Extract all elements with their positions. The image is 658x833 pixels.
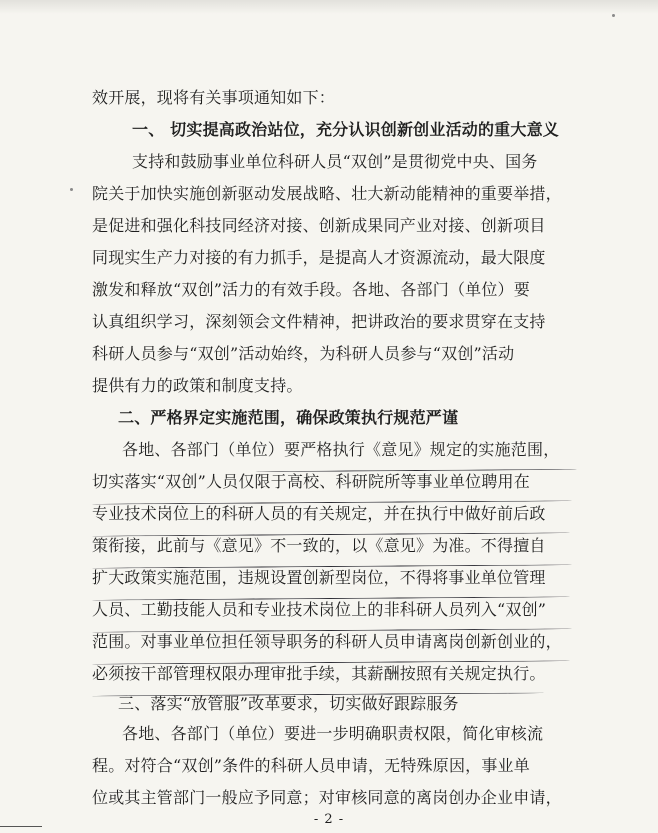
- section-heading-1: 一、 切实提高政治站位，充分认识创新创业活动的重大意义: [132, 120, 559, 139]
- text-line: 激发和释放“双创”活力的有效手段。各地、各部门（单位）要: [92, 280, 530, 299]
- text-line: 是促进和强化科技同经济对接、创新成果同产业对接、创新项目: [92, 216, 546, 235]
- text-line: 程。对符合“双创”条件的科研人员申请，无特殊原因，事业单: [92, 756, 530, 775]
- text-line: 院关于加快实施创新驱动发展战略、壮大新动能精神的重要举措，: [92, 184, 562, 203]
- scan-top-shadow: [0, 0, 658, 14]
- text-line: 各地、各部门（单位）要严格执行《意见》规定的实施范围，: [122, 440, 560, 459]
- text-line: 扩大政策实施范围，违规设置创新型岗位，不得将事业单位管理: [92, 568, 546, 587]
- text-line: 切实落实“双创”人员仅限于高校、科研院所等事业单位聘用在: [92, 472, 530, 491]
- text-line: 各地、各部门（单位）要进一步明确职责权限，简化审核流: [122, 724, 544, 743]
- text-line: 认真组织学习，深刻领会文件精神，把讲政治的要求贯穿在支持: [92, 312, 546, 331]
- text-line: 位或其主管部门一般应予同意；对审核同意的离岗创办企业申请，: [92, 788, 562, 807]
- page-number: - 2 -: [313, 812, 345, 827]
- section-heading-3: 三、落实“放管服”改革要求，切实做好跟踪服务: [118, 694, 459, 713]
- text-line: 必须按干部管理权限办理审批手续，其薪酬按照有关规定执行。: [92, 664, 546, 683]
- section-heading-2: 二、严格界定实施范围，确保政策执行规范严谨: [118, 408, 459, 427]
- text-line: 支持和鼓励事业单位科研人员“双创”是贯彻党中央、国务: [132, 152, 538, 171]
- text-line: 范围。对事业单位担任领导职务的科研人员申请离岗创新创业的，: [92, 632, 562, 651]
- text-line: 同现实生产力对接的有力抓手，是提高人才资源流动，最大限度: [92, 248, 546, 267]
- text-line: 提供有力的政策和制度支持。: [92, 376, 303, 395]
- text-line: 策衔接，此前与《意见》不一致的，以《意见》为准。不得擅自: [92, 536, 546, 555]
- text-line: 效开展，现将有关事项通知如下：: [92, 88, 336, 107]
- scan-edge-mark: [0, 826, 42, 827]
- text-line: 人员、工勤技能人员和专业技术岗位上的非科研人员列入“双创”: [92, 600, 547, 619]
- scan-speck: [70, 188, 73, 191]
- text-line: 专业技术岗位上的科研人员的有关规定，并在执行中做好前后政: [92, 504, 546, 523]
- scan-speck: [612, 14, 615, 17]
- text-line: 科研人员参与“双创”活动始终，为科研人员参与“双创”活动: [92, 344, 515, 363]
